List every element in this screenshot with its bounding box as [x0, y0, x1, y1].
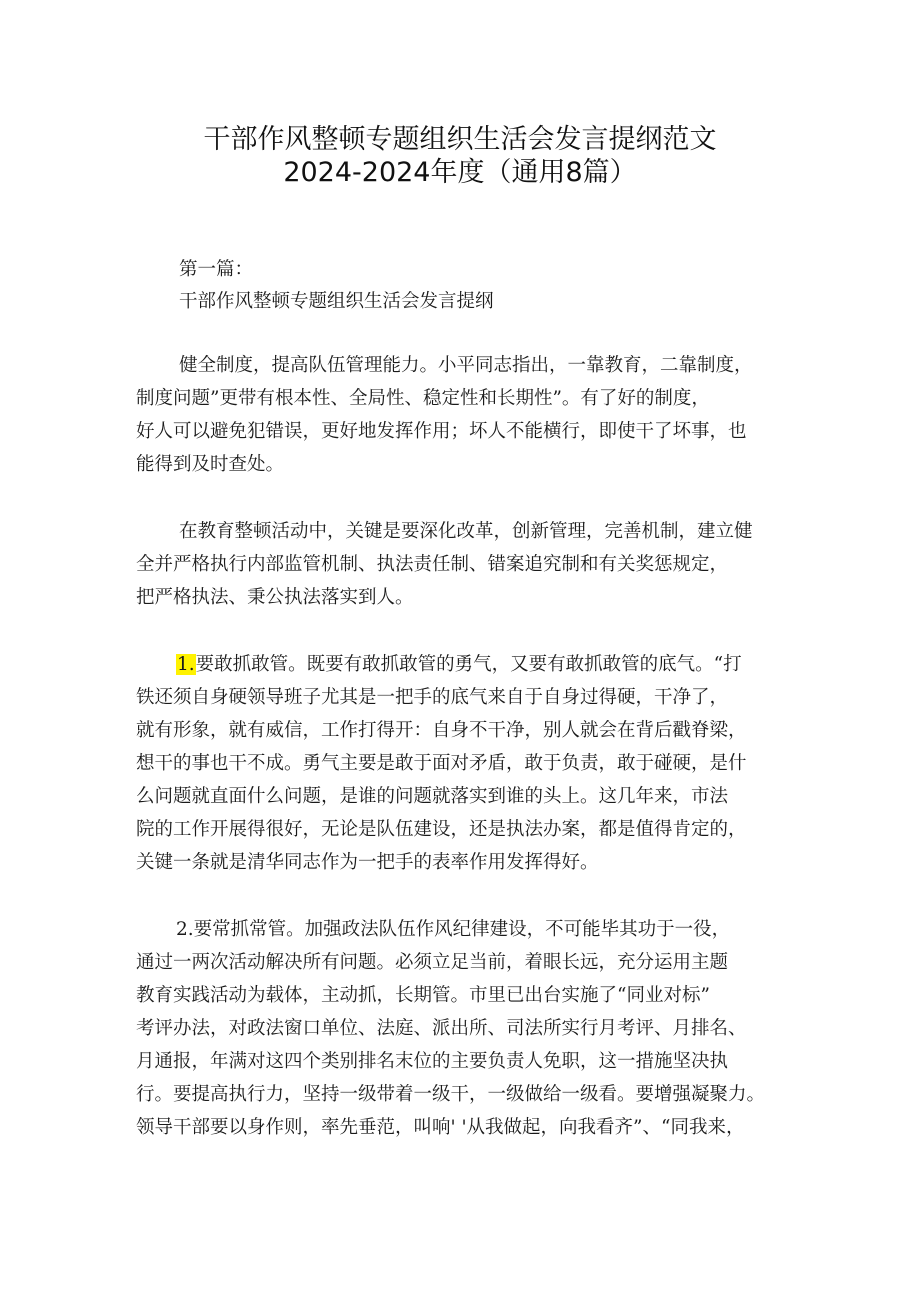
paragraph-3-line: 铁还须自身硬领导班子尤其是一把手的底气来自于自身过得硬，干净了， — [136, 687, 729, 708]
paragraph-1-line: 制度问题”更带有根本性、全局性、稳定性和长期性”。有了好的制度， — [136, 388, 710, 409]
paragraph-3-first-line-text: 要敢抓敢管。既要有敢抓敢管的勇气，又要有敢抓敢管的底气。“打 — [195, 654, 742, 675]
paragraph-1-line: 健全制度，提高队伍管理能力。小平同志指出，一靠教育，二靠制度， — [179, 355, 753, 376]
paragraph-4-line: 月通报，年满对这四个类别排名末位的主要负责人免职，这一措施坚决执 — [136, 1051, 729, 1072]
paragraph-4-line: 考评办法，对政法窗口单位、法庭、派出所、司法所实行月考评、月排名、 — [136, 1018, 747, 1039]
paragraph-3-line: 想干的事也干不成。勇气主要是敢于面对矛盾，敢于负责，敢于碰硬，是什 — [136, 753, 747, 774]
paragraph-4-line: 教育实践活动为载体，主动抓，长期管。市里已出台实施了“同业对标” — [136, 985, 710, 1006]
paragraph-2-line: 在教育整顿活动中，关键是要深化改革，创新管理，完善机制，建立健 — [179, 521, 753, 542]
document-title-line-2: 2024-2024年度（通用8篇） — [283, 157, 637, 188]
paragraph-3-line: 关键一条就是清华同志作为一把手的表率作用发挥得好。 — [136, 852, 599, 873]
paragraph-3-first-line — [176, 650, 742, 676]
paragraph-3-line: 么问题就直面什么问题，是谁的问题就落实到谁的头上。这几年来，市法 — [136, 786, 729, 807]
paragraph-2-line: 全并严格执行内部监管机制、执法责任制、错案追究制和有关奖惩规定， — [136, 554, 729, 575]
section-title: 干部作风整顿专题组织生活会发言提纲 — [179, 291, 494, 312]
paragraph-1-line: 好人可以避免犯错误，更好地发挥作用；坏人不能横行，即使干了坏事，也 — [136, 421, 747, 442]
paragraph-4-line: 通过一两次活动解决所有问题。必须立足当前，着眼长远，充分运用主题 — [136, 952, 729, 973]
paragraph-3-line: 院的工作开展得很好，无论是队伍建设，还是执法办案，都是值得肯定的， — [136, 819, 747, 840]
paragraph-4-line: 行。要提高执行力，坚持一级带着一级干，一级做给一级看。要增强凝聚力。 — [136, 1084, 766, 1105]
document-title-line-1: 干部作风整顿专题组织生活会发言提纲范文 — [203, 124, 717, 155]
highlighted-item-number: 1. — [177, 654, 195, 675]
paragraph-3-line: 就有形象，就有威信，工作打得开：自身不干净，别人就会在背后戳脊梁， — [136, 720, 747, 741]
paragraph-1-line: 能得到及时查处。 — [136, 454, 285, 475]
section-label: 第一篇： — [179, 259, 254, 280]
paragraph-4-line: 领导干部要以身作则，率先垂范，叫响' '从我做起，向我看齐”、“同我来， — [136, 1117, 745, 1138]
paragraph-4-line: 2.要常抓常管。加强政法队伍作风纪律建设，不可能毕其功于一役， — [176, 919, 731, 940]
paragraph-2-line: 把严格执法、秉公执法落实到人。 — [136, 587, 414, 608]
